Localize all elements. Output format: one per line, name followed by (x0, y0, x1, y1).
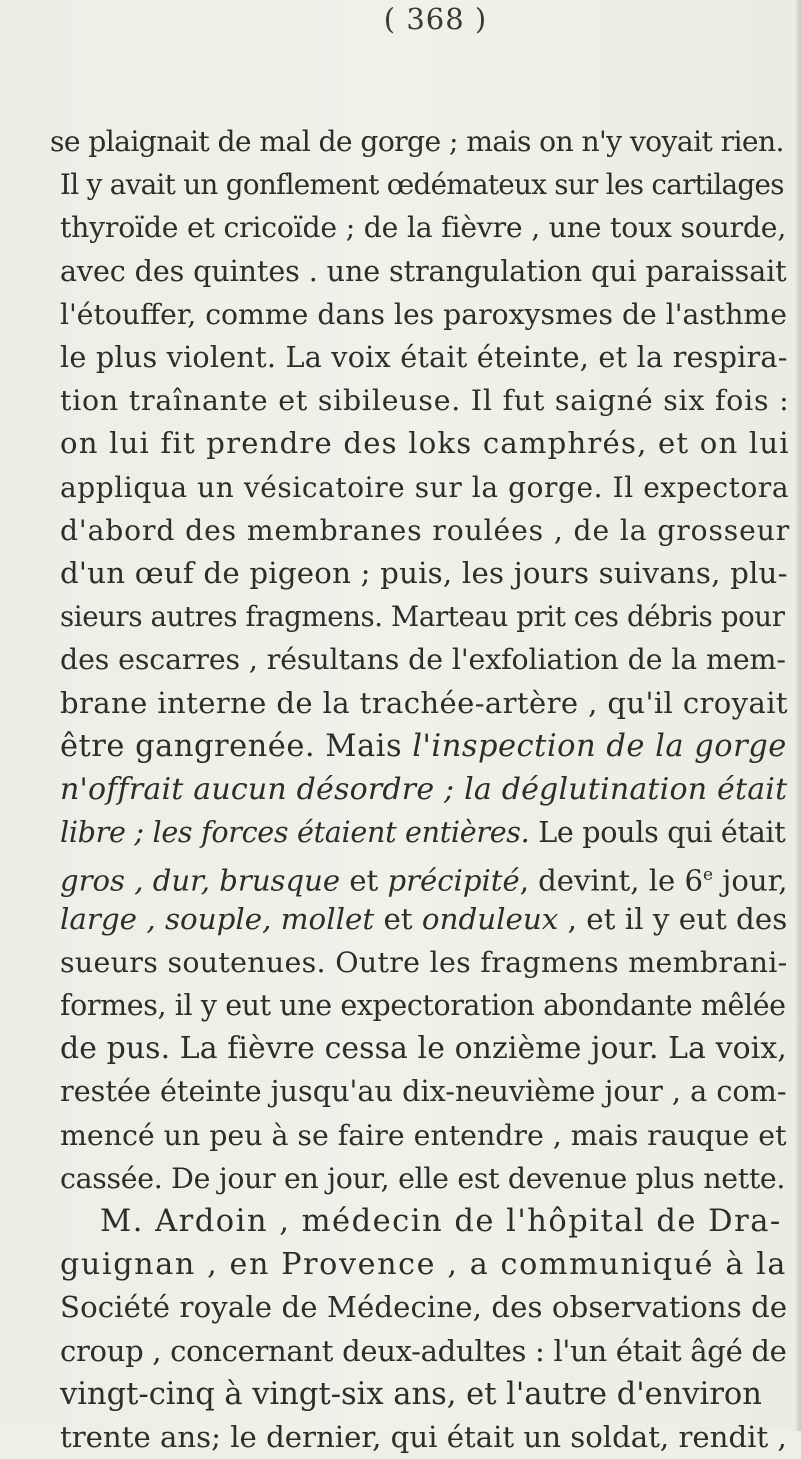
text-line: n'offrait aucun désordre ; la déglutination était (60, 772, 788, 807)
text-line (60, 725, 787, 768)
text-line: se plaignait de mal de gorge ; mais on n'y voyait rien. (50, 125, 784, 158)
text-line: d'abord des membranes roulées , de la grosseur (60, 513, 791, 547)
text-run: et (349, 864, 379, 899)
text-line: appliqua un vésicatoire sur la gorge. Il expectora (60, 470, 790, 504)
text-line: mencé un peu à se faire entendre , mais rauque et (60, 1118, 787, 1152)
text-line: de pus. La fièvre cessa le onzième jour. La voix, (60, 1031, 787, 1067)
page-edge-shadow (795, 0, 801, 1431)
text-run: , et il y eut des (567, 901, 788, 936)
italic-run: large , souple, mollet (60, 901, 375, 936)
text-run: Le pouls qui était (538, 815, 786, 850)
text-run: jour, (713, 864, 788, 899)
text-line: restée éteinte jusqu'au dix-neuvième jour , a com- (60, 1074, 787, 1109)
superscript: e (702, 865, 714, 886)
text-line (60, 811, 785, 854)
text-line: cassée. De jour en jour, elle est devenue plus nette. (60, 1161, 786, 1195)
page-number: ( 368 ) (383, 2, 488, 36)
text-line: des escarres , résultans de l'exfoliation de la mem- (60, 643, 786, 677)
text-line: le plus violent. La voix était éteinte, et la respira- (60, 340, 788, 374)
text-line: trente ans; le dernier, qui était un soldat, rendit , (60, 1420, 787, 1454)
text-run: et (383, 901, 413, 936)
text-line: d'un œuf de pigeon ; puis, les jours suivans, plu- (60, 556, 788, 590)
italic-run: libre ; les forces étaient entières. (60, 815, 530, 850)
text-line: sueurs soutenues. Outre les fragmens membrani- (60, 945, 788, 979)
text-line: tion traînante et sibileuse. Il fut saigné six fois : (60, 384, 790, 418)
text-run: , devint, le 6 (519, 864, 703, 899)
text-line: Société royale de Médecine, des observations de (60, 1290, 788, 1325)
italic-run: précipité (387, 864, 520, 899)
text-line (60, 854, 788, 897)
text-line: sieurs autres fragmens. Marteau prit ces débris pour (60, 600, 785, 634)
text-line: vingt-cinq à vingt-six ans, et l'autre d'environ (60, 1376, 762, 1412)
text-line: l'étouffer, comme dans les paroxysmes de l'asthme (60, 297, 787, 331)
text-line: formes, il y eut une expectoration abondante mêlée (60, 989, 786, 1022)
italic-run: l'inspection de la gorge (412, 728, 787, 764)
text-line: guignan , en Provence , a communiqué à la (60, 1247, 788, 1283)
text-line: M. Ardoin , médecin de l'hôpital de Dra- (100, 1204, 782, 1239)
italic-run: onduleux (421, 901, 559, 936)
italic-run: gros , dur, brusque (60, 864, 341, 899)
text-line: thyroïde et cricoïde ; de la fièvre , une toux sourde, (60, 211, 787, 245)
text-line: croup , concernant deux-adultes : l'un était âgé de (60, 1333, 787, 1368)
text-line: Il y avait un gonflement œdémateux sur les cartilages (60, 168, 784, 202)
text-run: être gangrenée. Mais (60, 728, 403, 764)
text-line (60, 898, 787, 941)
text-line: brane interne de la trachée-artère , qu'il croyait (60, 685, 788, 720)
text-line: avec des quintes . une strangulation qui paraissait (60, 253, 787, 288)
text-line: on lui fit prendre des loks camphrés, et on lui (60, 426, 790, 461)
